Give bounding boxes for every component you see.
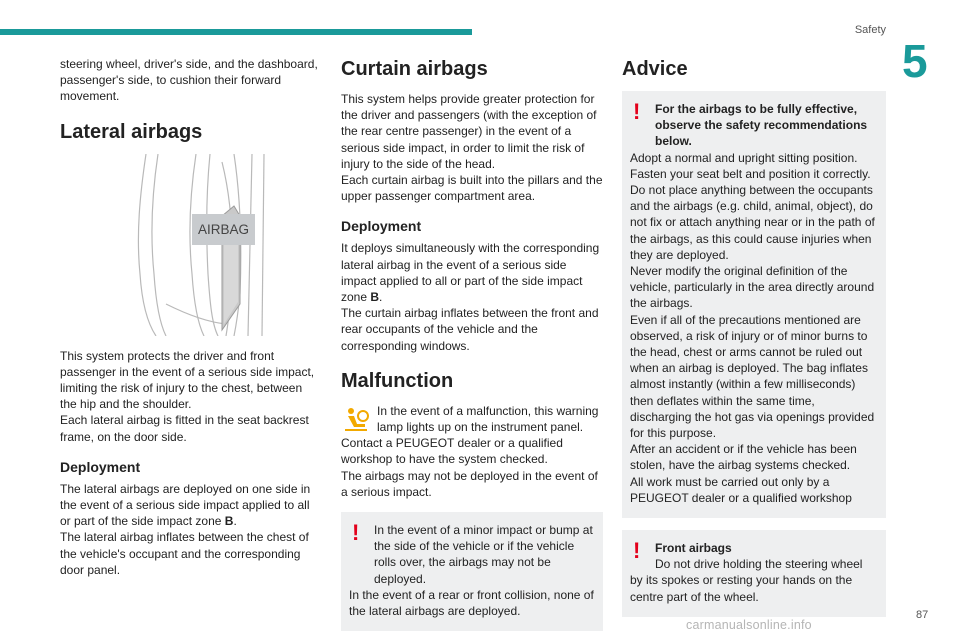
malfunction-paragraph-1: In the event of a malfunction, this warning lamp lights up on the instrument panel. (377, 403, 599, 435)
watermark: carmanualsonline.info (686, 618, 812, 632)
zone-letter: B (224, 514, 234, 529)
advice-line-1: Adopt a normal and upright sitting position. (630, 150, 858, 165)
curtain-paragraph-1: This system helps provide greater protection for the driver and passengers (with the exception of the rear centre passenger) in the event of a serious side impact, in order to limit the risk of injury to the side of the head. (341, 92, 597, 171)
intro-paragraph: steering wheel, driver's side, and the dashboard, passenger's side, to cushion their forward movement. (60, 57, 318, 104)
seat-drawing (126, 154, 276, 336)
advice-line-2: Fasten your seat belt and position it correctly. (630, 166, 871, 181)
exclamation-icon: ! (633, 538, 641, 564)
lateral-paragraph-1: This system protects the driver and front passenger in the event of a serious side impact, limiting the risk of injury to the chest, between the hip and the shoulder. (60, 348, 315, 412)
advice-heading: Advice (622, 58, 688, 80)
deploy-text-end: . (379, 290, 383, 305)
curtain-deploy-paragraph-2: The curtain airbag inflates between the front and rear occupants of the vehicle and the corresponding windows. (341, 306, 599, 353)
deploy-text: The lateral airbags are deployed on one side in the event of a serious side impact applied to all or part of the side impact zone (60, 481, 311, 529)
advice-line-5: Even if all of the precautions mentioned are observed, a risk of injury or of minor burns to the head, chest or arms cannot be ruled out when an airbag is deployed. The bag inflates almost instantly (within a few milliseconds) then deflates within the same time, discharging the hot gas via openings provided for this purpose. (630, 312, 875, 441)
advice-bold-intro (630, 101, 878, 150)
header-accent-bar (0, 29, 472, 35)
warning-box (341, 512, 603, 631)
advice-line-4: Never modify the original definition of the vehicle, particularly in the area directly around the airbags. (630, 264, 875, 311)
malfunction-block (341, 403, 603, 435)
column-1 (60, 56, 322, 578)
airbag-warning-lamp-icon (341, 404, 371, 434)
lateral-deploy-paragraph-2: The lateral airbag inflates between the chest of the vehicle's occupant and the corresponding door panel. (60, 530, 309, 577)
front-airbags-box (622, 530, 886, 617)
advice-box (622, 91, 886, 518)
airbag-callout-label: AIRBAG (192, 214, 255, 245)
front-airbags-title (630, 540, 878, 556)
exclamation-icon: ! (352, 520, 360, 546)
lateral-deployment-heading: Deployment (60, 458, 141, 475)
front-airbags-text: Do not drive holding the steering wheel by its spokes or resting your hands on the centre part of the wheel. (630, 557, 863, 604)
lateral-deploy-paragraph-1 (60, 481, 322, 530)
warning-paragraph-2: In the event of a rear or front collision, none of the lateral airbags are deployed. (349, 587, 594, 619)
deploy-text: It deploys simultaneously with the corresponding lateral airbag in the event of a serious side impact applied to all or part of the side impact zone (341, 241, 600, 305)
zone-letter: B (370, 290, 380, 305)
curtain-deployment-heading: Deployment (341, 218, 422, 235)
malfunction-paragraph-2: Contact a PEUGEOT dealer or a qualified workshop to have the system checked. (341, 436, 563, 467)
curtain-paragraph-2: Each curtain airbag is built into the pillars and the upper passenger compartment area. (341, 173, 603, 204)
advice-line-7: All work must be carried out only by a PEUGEOT dealer or a qualified workshop (630, 474, 852, 505)
section-title: Safety (854, 24, 886, 36)
advice-line-3: Do not place anything between the occupants and the airbags (e.g. child, animal, object), do not fix or attach anything near or in the path of the airbags, as this could cause injuries when they are deployed. (630, 183, 875, 262)
advice-line-6: After an accident or if the vehicle has been stolen, have the airbag systems checked. (630, 442, 857, 473)
deploy-text-end: . (233, 514, 237, 529)
curtain-airbags-heading: Curtain airbags (341, 58, 488, 80)
curtain-deploy-paragraph-1 (341, 240, 603, 305)
page-number: 87 (916, 609, 929, 621)
warning-paragraph-1: In the event of a minor impact or bump at the side of the vehicle or if the vehicle rolls over, the airbags may not be deployed. (374, 523, 593, 586)
malfunction-paragraph-3: The airbags may not be deployed in the event of a serious impact. (341, 468, 598, 499)
lateral-airbags-heading: Lateral airbags (60, 120, 203, 143)
chapter-number: 5 (902, 35, 928, 87)
column-3 (622, 56, 886, 617)
advice-bold-text: For the airbags to be fully effective, observe the safety recommendations below. (655, 102, 868, 149)
lateral-paragraph-2: Each lateral airbag is fitted in the seat backrest frame, on the door side. (60, 413, 309, 444)
seat-airbag-illustration (126, 154, 276, 336)
malfunction-heading: Malfunction (341, 369, 454, 392)
front-airbags-bold: Front airbags (655, 541, 732, 556)
exclamation-icon: ! (633, 99, 641, 124)
column-2 (341, 56, 603, 631)
